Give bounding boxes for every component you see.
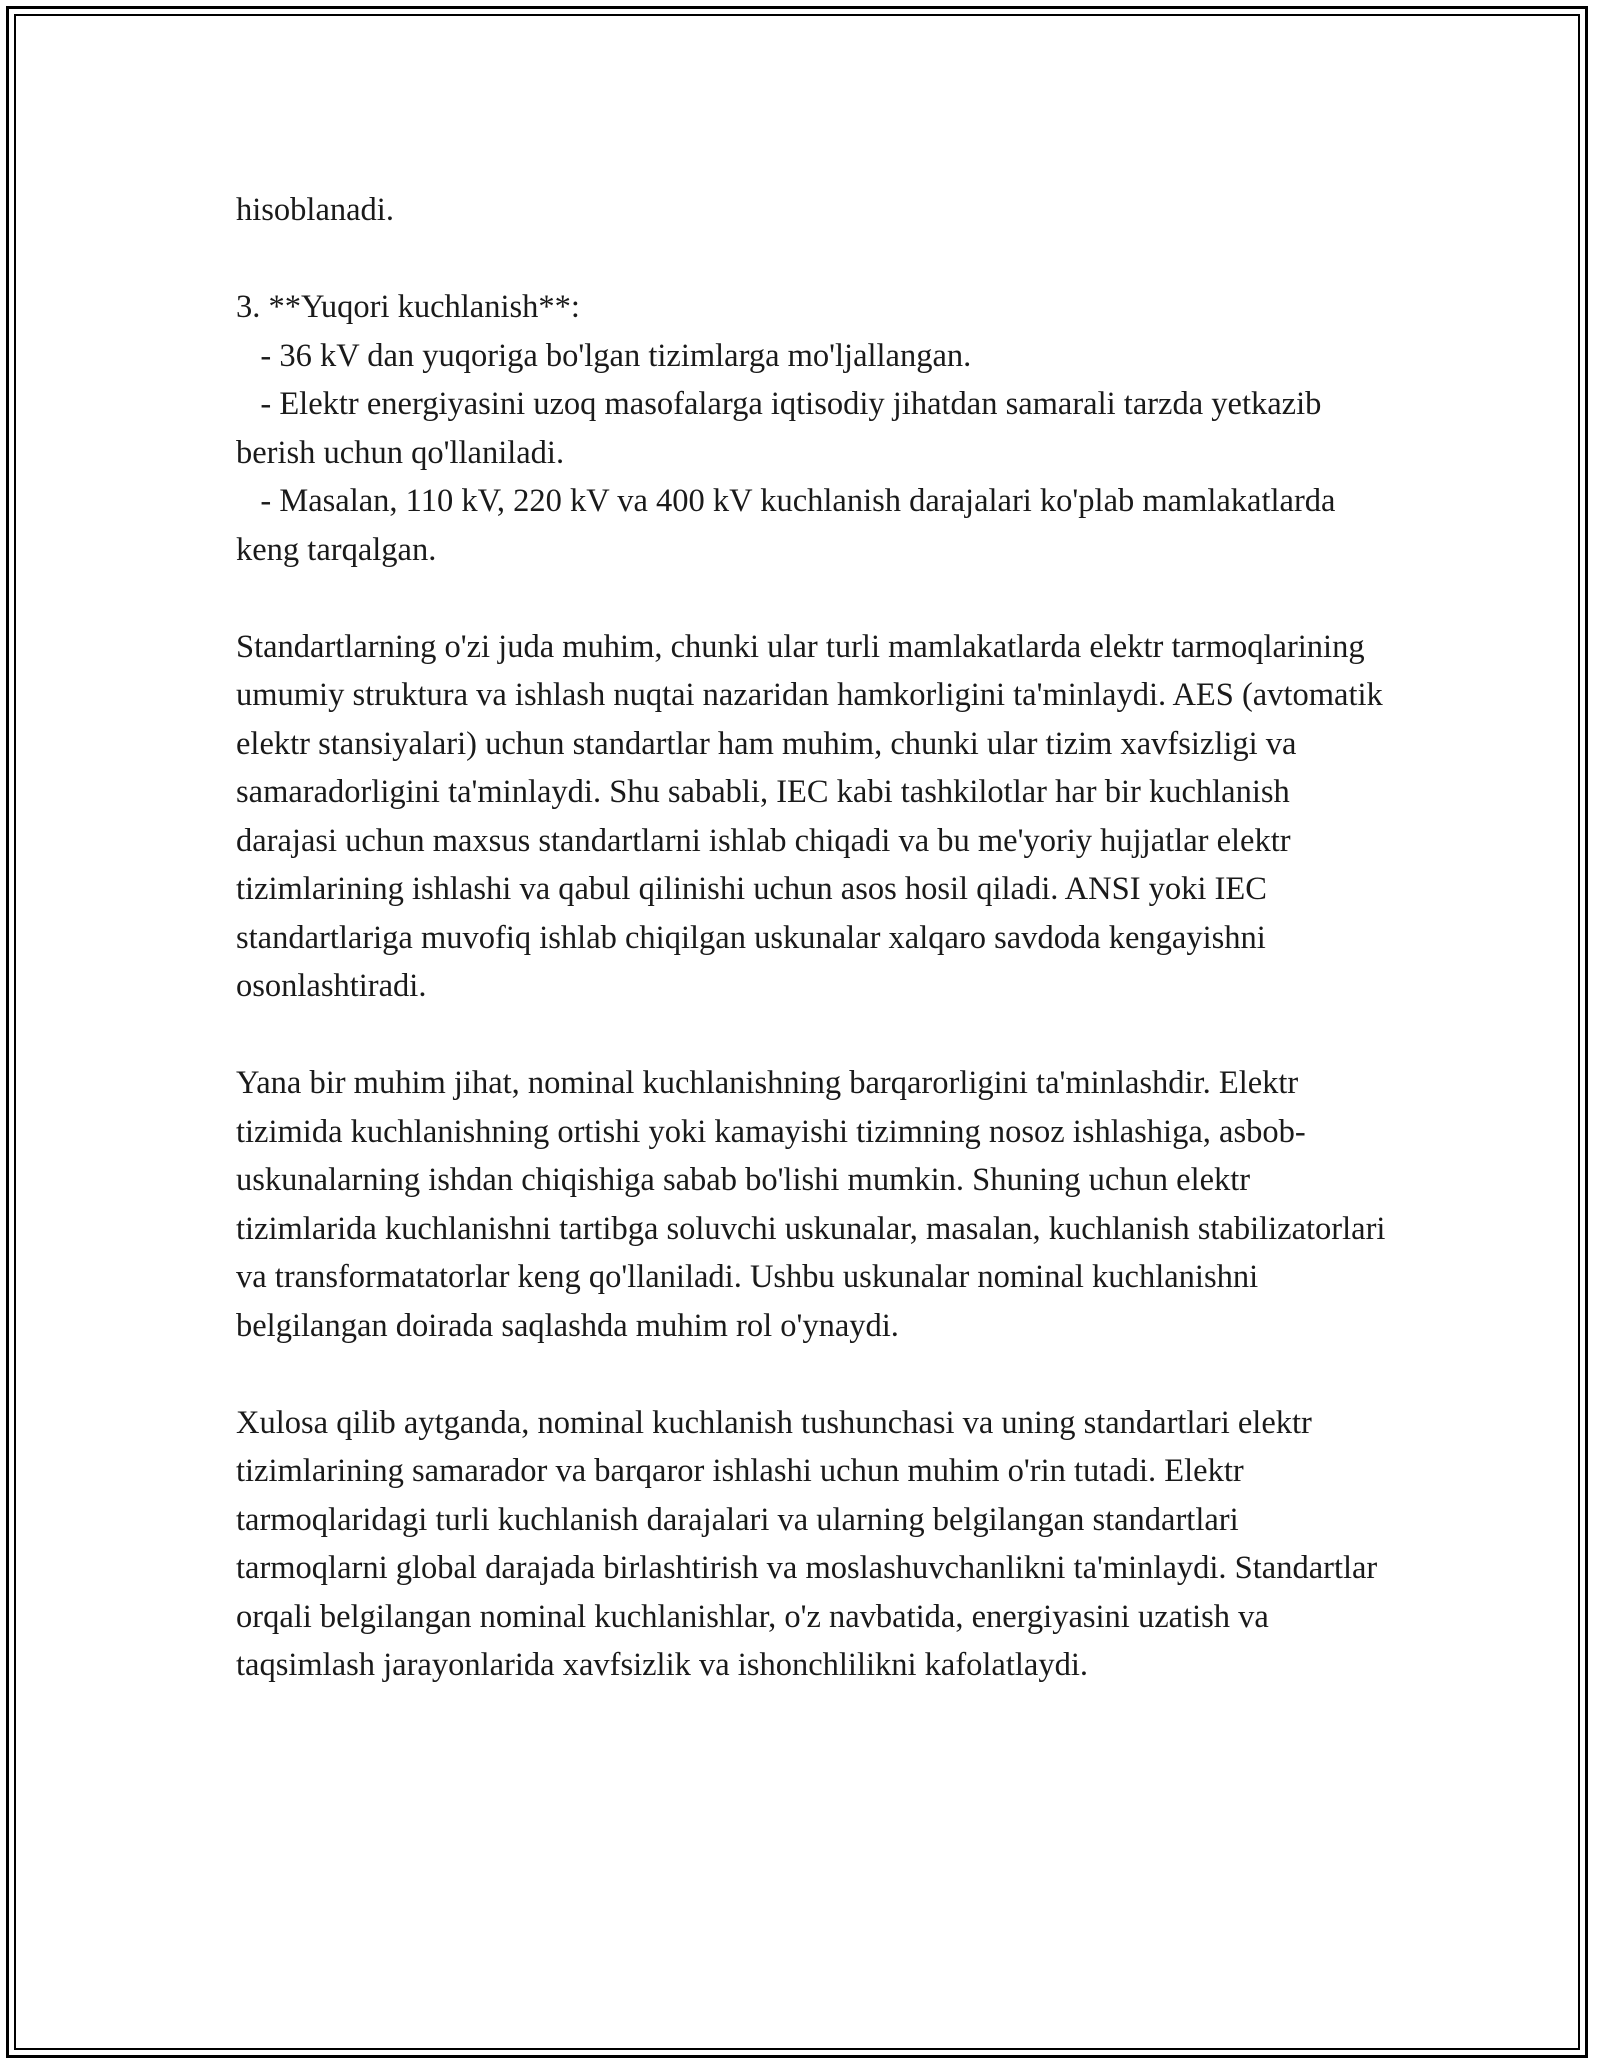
body-paragraph: Standartlarning o'zi juda muhim, chunki ular turli mamlakatlarda elektr tarmoqlarining umumiy struktura va ishlash nuqtai nazaridan hamkorligini ta'minlaydi. AES (avtomatik elektr stansiyalari) uchun standartlar ham muhim, chunki ular tizim xavfsizligi va samaradorligini ta'minlaydi. Shu sababli, IEC kabi tashkilotlar har bir kuchlanish darajasi uchun maxsus standartlarni ishlab chiqadi va bu me'yoriy hujjatlar elektr tizimlarining ishlashi va qabul qilinishi uchun asos hosil qiladi. ANSI yoki IEC standartlariga muvofiq ishlab chiqilgan uskunalar xalqaro savdoda kengayishni osonlashtiradi.	[236, 628, 1391, 1004]
paragraph-gap	[236, 1350, 1396, 1399]
bullet-item: - Elektr energiyasini uzoq masofalarga iqtisodiy jihatdan samarali tarzda yetkazib berish uchun qo'llaniladi.	[236, 386, 1330, 471]
lead-line: hisoblanadi.	[236, 192, 394, 228]
paragraph-gap	[236, 235, 1396, 284]
bullet-item: - Masalan, 110 kV, 220 kV va 400 kV kuchlanish darajalari ko'plab mamlakatlarda keng tarqalgan.	[236, 483, 1344, 568]
bullet-item: - 36 kV dan yuqoriga bo'lgan tizimlarga mo'ljallangan.	[236, 337, 972, 374]
body-paragraph: Xulosa qilib aytganda, nominal kuchlanish tushunchasi va uning standartlari elektr tizimlarining samarador va barqaror ishlashi uchun muhim o'rin tutadi. Elektr tarmoqlaridagi turli kuchlanish darajalari va ularning belgilangan standartlari tarmoqlarni global darajada birlashtirish va moslashuvchanlikni ta'minlaydi. Standartlar orqali belgilangan nominal kuchlanishlar, o'z navbatida, energiyasini uzatish va taqsimlash jarayonlarida xavfsizlik va ishonchlilikni kafolatlaydi.	[236, 1404, 1386, 1683]
paragraph-gap	[236, 574, 1396, 623]
paragraph-gap	[236, 1011, 1396, 1060]
body-paragraph: Yana bir muhim jihat, nominal kuchlanishning barqarorligini ta'minlashdir. Elektr tizimida kuchlanishning ortishi yoki kamayishi tizimning nosoz ishlashiga, asbob-uskunalarning ishdan chiqishiga sabab bo'lishi mumkin. Shuning uchun elektr tizimlarida kuchlanishni tartibga soluvchi uskunalar, masalan, kuchlanish stabilizatorlari va transformatatorlar keng qo'llaniladi. Ushbu uskunalar nominal kuchlanishni belgilangan doirada saqlashda muhim rol o'ynaydi.	[236, 1065, 1394, 1344]
document-body	[236, 186, 1396, 1690]
section-heading: 3. **Yuqori kuchlanish**:	[236, 289, 580, 325]
